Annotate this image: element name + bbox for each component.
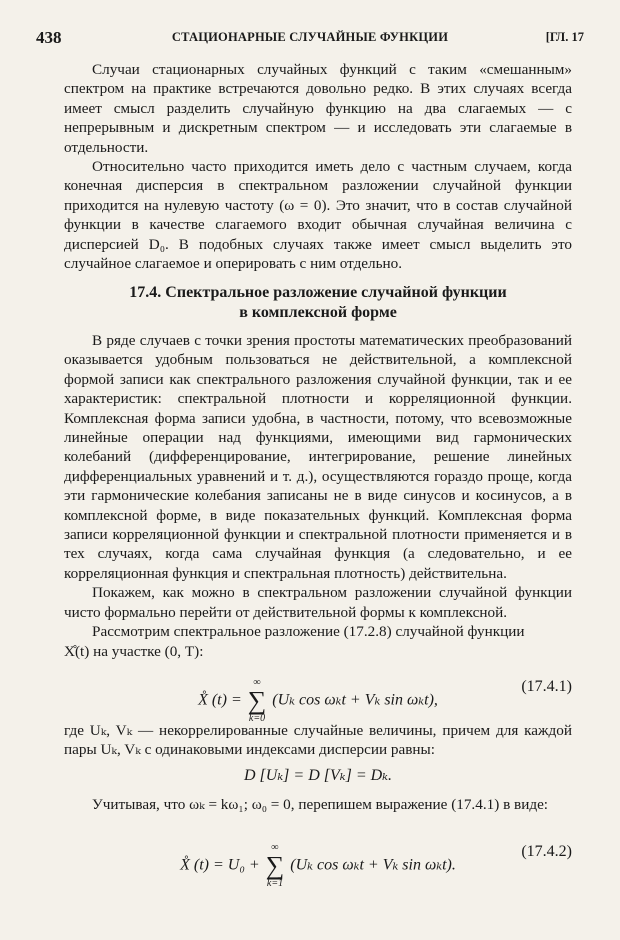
equation-body — [64, 678, 572, 724]
chapter-label: [ГЛ. 17 — [545, 30, 584, 44]
equation-rhs: (Uₖ cos ωₖt + Vₖ sin ωₖt). — [290, 856, 456, 874]
paragraph: Учитывая, что ωₖ = kω₁; ω₀ = 0, перепишем выражение (17.4.1) в виде: — [92, 796, 549, 813]
equation-number: (17.4.2) — [521, 843, 572, 860]
paragraph: В ряде случаев с точки зрения простоты математических преобразований оказывается удобным пользоваться не действительной, а комплексной формой записи как спектрального разложения случайной функции, так и ее характеристик: спектральной плотности и корреляционной функции. Комплексная форма записи удобна, в частности, потому, что всевозможные линейные операции над функциями, имеющими вид гармонических колебаний (дифференцирование, интегрирование, решение линейных дифференциальных уравнений и т. д.), осуществляются гораздо проще, когда эти гармонические колебания записаны не в виде синусов и косинусов, а в комплексной форме, в виде показательных функций. Комплексная форма записи корреляционной функции и спектральной плотности применяется и в тех случаях, когда сама случайная функция (а следовательно, и ее корреляционная функция и спектральная плотность) действительна. — [64, 332, 572, 582]
sum-lower: k=0 — [248, 713, 266, 724]
sigma-icon: ∑ — [265, 851, 285, 880]
section-text — [64, 331, 572, 661]
sum-upper: ∞ — [271, 842, 279, 853]
paragraph: где Uₖ, Vₖ — некоррелированные случайные величины, причем для каждой пары Uₖ, Vₖ с одинаковыми индексами дисперсии равны: — [64, 722, 572, 759]
sum-sign — [266, 843, 285, 889]
sum-sign — [248, 678, 267, 724]
sigma-icon: ∑ — [247, 686, 267, 715]
interval-line: X̊(t) на участке (0, T): — [64, 642, 204, 660]
paragraph: Покажем, как можно в спектральном разложении случайной функции чисто формально перейти от действительной формы к комплексной. — [64, 584, 572, 621]
after-equation-text — [64, 721, 572, 760]
section-title-line2: в комплексной форме — [239, 304, 397, 321]
rewrite-text — [64, 795, 572, 814]
running-header — [36, 28, 584, 52]
equation-lhs: X̊ (t) = U₀ + — [180, 856, 260, 874]
equation-dispersion: D [Uₖ] = D [Vₖ] = Dₖ. — [244, 767, 392, 784]
equation-body — [64, 843, 572, 889]
equation-rhs: (Uₖ cos ωₖt + Vₖ sin ωₖt), — [272, 691, 438, 709]
paragraph: Рассмотрим спектральное разложение (17.2.8) случайной функции — [92, 623, 525, 641]
paragraph: Относительно часто приходится иметь дело с частным случаем, когда конечная дисперсия в спектральном разложении случайной функции приходится на нулевую частоту (ω = 0). Это значит, что в состав случайной функции в качестве слагаемого входит обычная случайная величина с дисперсией D₀. В подобных случаях также имеет смысл выделить это случайное слагаемое и оперировать с ним отдельно. — [64, 158, 572, 273]
page-number: 438 — [36, 28, 62, 47]
equation-17-4-1 — [64, 670, 572, 724]
sum-lower: k=1 — [266, 878, 284, 889]
equation-17-4-2 — [64, 835, 572, 889]
sum-upper: ∞ — [253, 677, 261, 688]
equation-lhs: X̊ (t) = — [198, 691, 242, 709]
paragraph: Случаи стационарных случайных функций с таким «смешанным» спектром на практике встречаются довольно редко. В этих случаях всегда имеет смысл разделить случайную функцию на два слагаемых — с непрерывным и дискретным спектром — и исследовать эти слагаемые в отдельности. — [64, 61, 572, 156]
top-text — [64, 60, 572, 273]
section-title-line1: 17.4. Спектральное разложение случайной функции — [129, 284, 507, 301]
running-title: СТАЦИОНАРНЫЕ СЛУЧАЙНЫЕ ФУНКЦИИ — [171, 30, 449, 44]
section-heading — [64, 283, 572, 323]
equation-number: (17.4.1) — [521, 678, 572, 695]
